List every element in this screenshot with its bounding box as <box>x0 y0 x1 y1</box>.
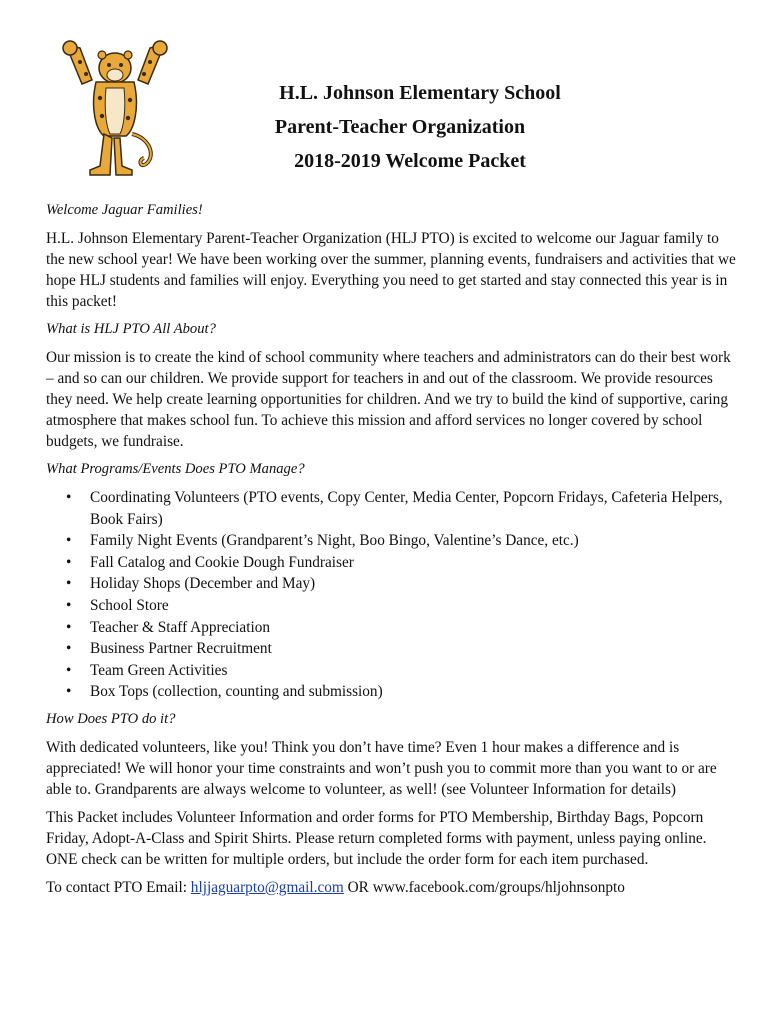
list-item: • Box Tops (collection, counting and submission) <box>90 681 736 703</box>
volunteers-paragraph: With dedicated volunteers, like you! Think you don’t have time? Even 1 hour makes a difference and is appreciated! We will honor your time constraints and won’t push you to commit more than you want to or are able to. Grandparents are always welcome to volunteer, as well! (see Volunteer Information for details) <box>46 738 717 798</box>
facebook-url: www.facebook.com/groups/hljohnsonpto <box>372 878 625 896</box>
section-heading-how: How Does PTO do it? <box>46 710 176 727</box>
title-school: H.L. Johnson Elementary School <box>279 82 561 104</box>
packet-paragraph: This Packet includes Volunteer Information and order forms for PTO Membership, Birthday Bags, Popcorn Friday, Adopt-A-Class and Spirit Shirts. Please return completed forms with payment, unless paying online. ONE check can be written for multiple orders, but include the order form for each item purchased. <box>46 808 707 868</box>
list-item: • Coordinating Volunteers (PTO events, Copy Center, Media Center, Popcorn Fridays, Cafeteria Helpers, Book Fairs) <box>90 487 736 530</box>
section-heading-programs: What Programs/Events Does PTO Manage? <box>46 461 305 477</box>
greeting: Welcome Jaguar Families! <box>46 202 203 218</box>
contact-line <box>46 877 736 898</box>
list-item: • Teacher & Staff Appreciation <box>90 617 736 639</box>
programs-list <box>46 487 736 703</box>
title-packet: 2018-2019 Welcome Packet <box>294 150 526 172</box>
list-item: • Family Night Events (Grandparent’s Night, Boo Bingo, Valentine’s Dance, etc.) <box>90 530 736 552</box>
list-item: • Team Green Activities <box>90 660 736 682</box>
document-body <box>46 200 736 905</box>
contact-prefix: To contact PTO Email: <box>46 878 191 896</box>
jaguar-mascot-image <box>60 38 170 178</box>
mission-paragraph: Our mission is to create the kind of school community where teachers and administrators can do their best work – and so can our children. We provide support for teachers in and out of the classroom. We provide resources they need. We help create learning opportunities for children. And we try to build the kind of supportive, caring atmosphere that makes school fun. To achieve this mission and afford services no longer covered by school budgets, we fundraise. <box>46 349 731 450</box>
document-title <box>230 76 650 178</box>
contact-or: OR <box>343 878 373 896</box>
email-link[interactable]: hljjaguarpto@gmail.com <box>190 878 344 896</box>
list-item: • Business Partner Recruitment <box>90 638 736 660</box>
list-item: • School Store <box>90 595 736 617</box>
intro-paragraph: H.L. Johnson Elementary Parent-Teacher Organization (HLJ PTO) is excited to welcome our Jaguar family to the new school year! We have been working over the summer, planning events, fundraisers and activities that we hope HLJ students and families will enjoy. Everything you need to get started and stay connected this year is in this packet! <box>46 230 736 310</box>
list-item: • Holiday Shops (December and May) <box>90 573 736 595</box>
section-heading-about: What is HLJ PTO All About? <box>46 321 216 337</box>
title-organization: Parent-Teacher Organization <box>274 116 526 138</box>
list-item: • Fall Catalog and Cookie Dough Fundraiser <box>90 552 736 574</box>
